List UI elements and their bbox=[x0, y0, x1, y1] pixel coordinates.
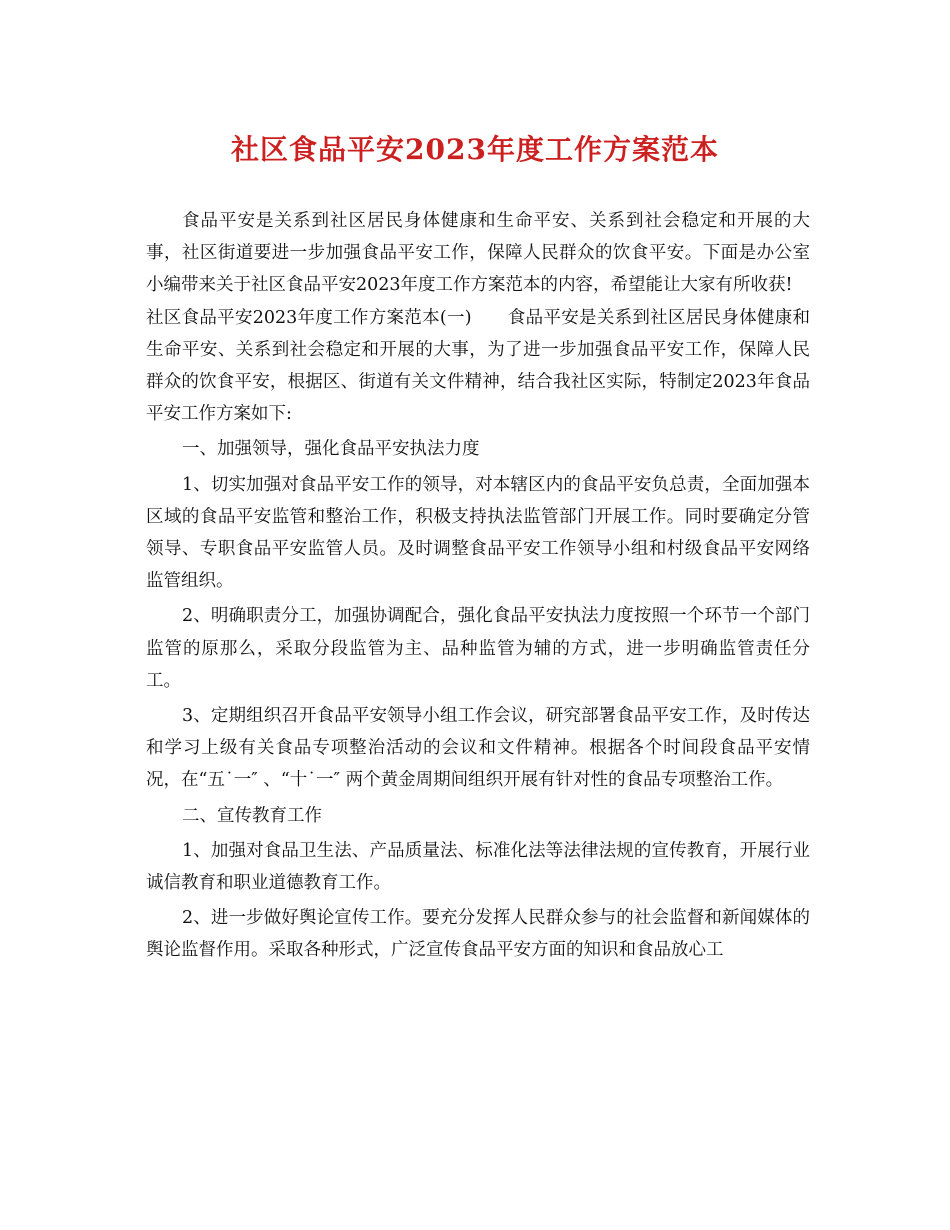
paragraph-section1-item1: 1、切实加强对食品平安工作的领导，对本辖区内的食品平安负总责，全面加强本区域的食品平安监管和整治工作，积极支持执法监管部门开展工作。同时要确定分管领导、专职食品平安监管人员。及时调整食品平安工作领导小组和村级食品平安网络监管组织。 bbox=[146, 474, 810, 592]
sample-body: 食品平安是关系到社区居民身体健康和生命平安、关系到社会稳定和开展的大事，为了进一步加强食品平安工作，保障人民群众的饮食平安，根据区、街道有关文件精神，结合我社区实际，特制定2023年食品平安工作方案如下: bbox=[146, 307, 810, 425]
section-heading-leadership: 一、加强领导，强化食品平安执法力度 bbox=[182, 439, 480, 460]
paragraph-sample-one bbox=[146, 302, 810, 431]
paragraph-section1-item2: 2、明确职责分工，加强协调配合，强化食品平安执法力度按照一个环节一个部门监管的原那么，采取分段监管为主、品种监管为辅的方式，进一步明确监管责任分工。 bbox=[146, 606, 810, 691]
paragraph-section2-item2: 2、进一步做好舆论宣传工作。要充分发挥人民群众参与的社会监督和新闻媒体的舆论监督作用。采取各种形式，广泛宣传食品平安方面的知识和食品放心工 bbox=[146, 908, 810, 961]
paragraph-section1-item3: 3、定期组织召开食品平安领导小组工作会议，研究部署食品平安工作，及时传达和学习上级有关食品专项整治活动的会议和文件精神。根据各个时间段食品平安情况，在“五˙一″ 、“十˙一″ 两个黄金周期间组织开展有针对性的食品专项整治工作。 bbox=[146, 706, 810, 791]
paragraph-section2-item1: 1、加强对食品卫生法、产品质量法、标准化法等法律法规的宣传教育，开展行业诚信教育和职业道德教育工作。 bbox=[146, 840, 810, 894]
sample-label: 社区食品平安2023年度工作方案范本(一) bbox=[146, 307, 472, 328]
document-title: 社区食品平安2023年度工作方案范本 bbox=[231, 133, 719, 166]
paragraph-intro: 食品平安是关系到社区居民身体健康和生命平安、关系到社会稳定和开展的大事，社区街道要进一步加强食品平安工作，保障人民群众的饮食平安。下面是办公室小编带来关于社区食品平安2023年度工作方案范本的内容，希望能让大家有所收获! bbox=[146, 211, 810, 296]
section-heading-publicity: 二、宣传教育工作 bbox=[182, 805, 322, 826]
document-body bbox=[146, 205, 810, 967]
